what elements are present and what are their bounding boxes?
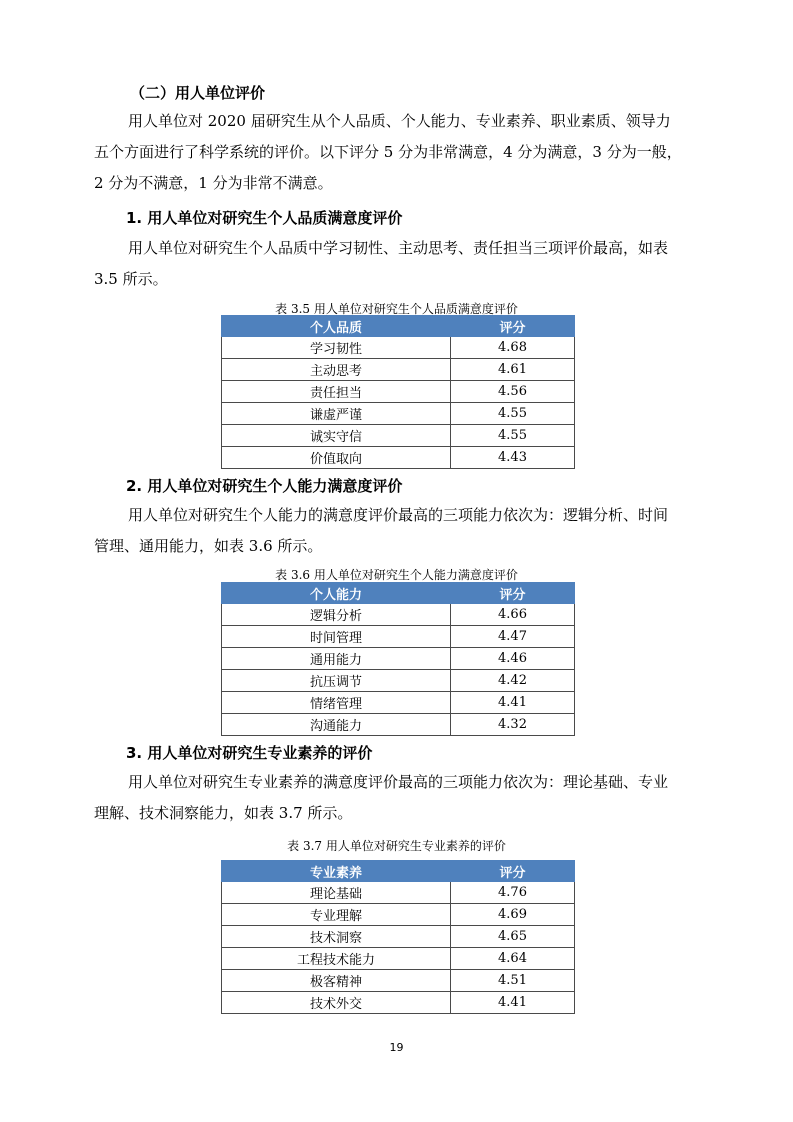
row-score: 4.41 [451, 992, 575, 1014]
paragraph-line: 用人单位对研究生个人能力的满意度评价最高的三项能力依次为：逻辑分析、时间 [128, 506, 669, 524]
subsection-paragraph-2 [94, 500, 700, 562]
column-header: 个人能力 [222, 583, 451, 604]
row-label: 诚实守信 [222, 425, 451, 447]
row-label: 逻辑分析 [222, 604, 451, 626]
row-label: 情绪管理 [222, 692, 451, 714]
row-score: 4.55 [451, 425, 575, 447]
intro-line-1: 用人单位对 2020 届研究生从个人品质、个人能力、专业素养、职业素质、领导力 [128, 112, 671, 130]
row-label: 主动思考 [222, 359, 451, 381]
row-label: 学习韧性 [222, 337, 451, 359]
paragraph-line: 管理、通用能力，如表 3.6 所示。 [94, 537, 323, 555]
row-score: 4.56 [451, 381, 575, 403]
row-label: 通用能力 [222, 648, 451, 670]
table-professional-literacy [221, 860, 575, 1014]
table-row [222, 403, 575, 425]
row-label: 技术外交 [222, 992, 451, 1014]
paragraph-line: 用人单位对研究生个人品质中学习韧性、主动思考、责任担当三项评价最高，如表 [128, 239, 669, 257]
row-score: 4.41 [451, 692, 575, 714]
paragraph-line: 理解、技术洞察能力，如表 3.7 所示。 [94, 804, 353, 822]
table-personal-quality [221, 315, 575, 469]
intro-line-2: 五个方面进行了科学系统的评价。以下评分 5 分为非常满意，4 分为满意，3 分为一般， [94, 143, 682, 161]
row-score: 4.76 [451, 882, 575, 904]
row-label: 理论基础 [222, 882, 451, 904]
subsection-heading-1: 1. 用人单位对研究生个人品质满意度评价 [126, 209, 403, 227]
row-label: 责任担当 [222, 381, 451, 403]
row-score: 4.64 [451, 948, 575, 970]
row-label: 谦虚严谨 [222, 403, 451, 425]
subsection-paragraph-1 [94, 233, 700, 295]
intro-paragraph [94, 106, 700, 199]
paragraph-line: 3.5 所示。 [94, 270, 168, 288]
table-row [222, 882, 575, 904]
row-label: 工程技术能力 [222, 948, 451, 970]
subsection-heading-3: 3. 用人单位对研究生专业素养的评价 [126, 744, 373, 762]
table-caption-3-5: 表 3.5 用人单位对研究生个人品质满意度评价 [275, 302, 518, 316]
table-row [222, 381, 575, 403]
table-row [222, 692, 575, 714]
row-label: 沟通能力 [222, 714, 451, 736]
row-score: 4.55 [451, 403, 575, 425]
section-heading: （二）用人单位评价 [130, 84, 266, 102]
table-row [222, 948, 575, 970]
row-score: 4.66 [451, 604, 575, 626]
column-header: 专业素养 [222, 861, 451, 882]
column-header: 个人品质 [222, 316, 451, 337]
row-label: 抗压调节 [222, 670, 451, 692]
table-header-row [222, 861, 575, 882]
row-score: 4.51 [451, 970, 575, 992]
row-label: 价值取向 [222, 447, 451, 469]
row-score: 4.69 [451, 904, 575, 926]
row-score: 4.43 [451, 447, 575, 469]
table-row [222, 359, 575, 381]
row-score: 4.47 [451, 626, 575, 648]
table-row [222, 648, 575, 670]
table-caption-3-6: 表 3.6 用人单位对研究生个人能力满意度评价 [275, 568, 518, 582]
table-row [222, 626, 575, 648]
row-score: 4.65 [451, 926, 575, 948]
table-row [222, 670, 575, 692]
subsection-heading-2: 2. 用人单位对研究生个人能力满意度评价 [126, 477, 403, 495]
row-label: 专业理解 [222, 904, 451, 926]
column-header: 评分 [451, 861, 575, 882]
row-score: 4.46 [451, 648, 575, 670]
table-row [222, 425, 575, 447]
intro-line-3: 2 分为不满意，1 分为非常不满意。 [94, 174, 333, 192]
column-header: 评分 [451, 316, 575, 337]
table-row [222, 970, 575, 992]
page-number: 19 [389, 1041, 404, 1054]
table-row [222, 992, 575, 1014]
row-score: 4.68 [451, 337, 575, 359]
paragraph-line: 用人单位对研究生专业素养的满意度评价最高的三项能力依次为：理论基础、专业 [128, 773, 669, 791]
table-row [222, 447, 575, 469]
row-label: 技术洞察 [222, 926, 451, 948]
row-score: 4.42 [451, 670, 575, 692]
table-row [222, 337, 575, 359]
row-score: 4.32 [451, 714, 575, 736]
subsection-paragraph-3 [94, 767, 700, 829]
table-row [222, 926, 575, 948]
row-label: 极客精神 [222, 970, 451, 992]
table-row [222, 714, 575, 736]
table-row [222, 604, 575, 626]
table-header-row [222, 316, 575, 337]
table-row [222, 904, 575, 926]
table-header-row [222, 583, 575, 604]
row-label: 时间管理 [222, 626, 451, 648]
column-header: 评分 [451, 583, 575, 604]
row-score: 4.61 [451, 359, 575, 381]
table-caption-3-7: 表 3.7 用人单位对研究生专业素养的评价 [287, 839, 506, 853]
table-personal-ability [221, 582, 575, 736]
